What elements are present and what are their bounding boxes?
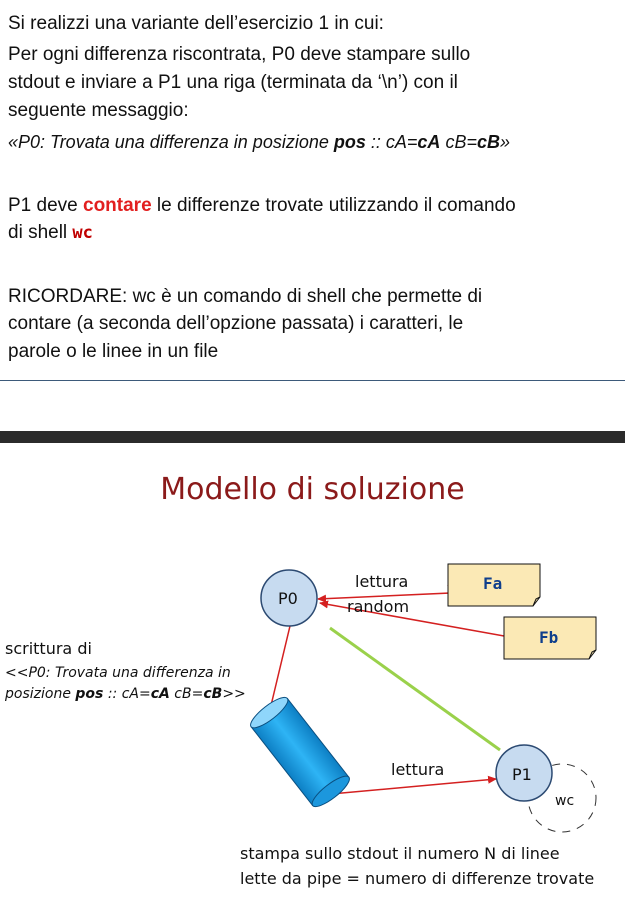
scrittura-label: scrittura di <box>5 639 92 658</box>
msg-text: :: cA= <box>103 686 151 702</box>
lettura-top-label: lettura <box>355 572 409 591</box>
msg-text: cB= <box>169 686 204 702</box>
fa-label: Fa <box>483 574 503 593</box>
message-text: » <box>499 132 510 152</box>
p0-label: P0 <box>278 589 298 608</box>
count-keyword: contare <box>83 195 152 216</box>
text-line-3: stdout e inviare a P1 una riga (terminata da ‘\n’) con il <box>8 72 458 93</box>
message-text: :: cA= <box>365 132 418 152</box>
message-text: cB= <box>440 132 477 152</box>
reminder-line-1: RICORDARE: wc è un comando di shell che permette di <box>8 286 483 307</box>
msg-cb: cB <box>203 686 223 702</box>
text-line-4: seguente messaggio: <box>8 100 189 121</box>
msg-pos: pos <box>75 686 104 702</box>
pipe-icon <box>247 693 353 811</box>
message-text: «P0: Trovata una differenza in posizione <box>8 132 334 152</box>
lettura-bottom-label: lettura <box>391 760 445 779</box>
message-cb: cB <box>476 132 500 152</box>
msg-text: posizione <box>5 686 76 702</box>
stampa-line-2: lette da pipe = numero di differenze trovate <box>240 869 595 888</box>
reminder-line-2: contare (a seconda dell’opzione passata) i caratteri, le <box>8 313 464 334</box>
wc-label: wc <box>555 793 575 809</box>
message-pos: pos <box>333 132 366 152</box>
count-text: P1 deve <box>8 195 83 216</box>
wc-command: wc <box>72 223 93 243</box>
slide-title: Modello di soluzione <box>160 472 465 507</box>
scrittura-message-2 <box>5 686 246 702</box>
intro-line: Si realizzi una variante dell’esercizio 1 in cui: <box>8 13 384 34</box>
msg-text: >> <box>222 686 246 702</box>
msg-ca: cA <box>150 686 170 702</box>
random-label: random <box>347 597 410 616</box>
message-ca: cA <box>417 132 441 152</box>
p0-p1-link <box>330 628 500 750</box>
count-text: di shell <box>8 222 73 243</box>
scrittura-message-1: <<P0: Trovata una differenza in <box>5 665 231 681</box>
stampa-line-1: stampa sullo stdout il numero N di linee <box>240 844 560 863</box>
reminder-line-3: parole o le linee in un file <box>8 341 219 362</box>
text-line-2: Per ogni differenza riscontrata, P0 deve stampare sullo <box>8 44 471 65</box>
fb-label: Fb <box>539 628 559 647</box>
p1-label: P1 <box>512 765 532 784</box>
count-text: le differenze trovate utilizzando il comando <box>151 195 516 216</box>
